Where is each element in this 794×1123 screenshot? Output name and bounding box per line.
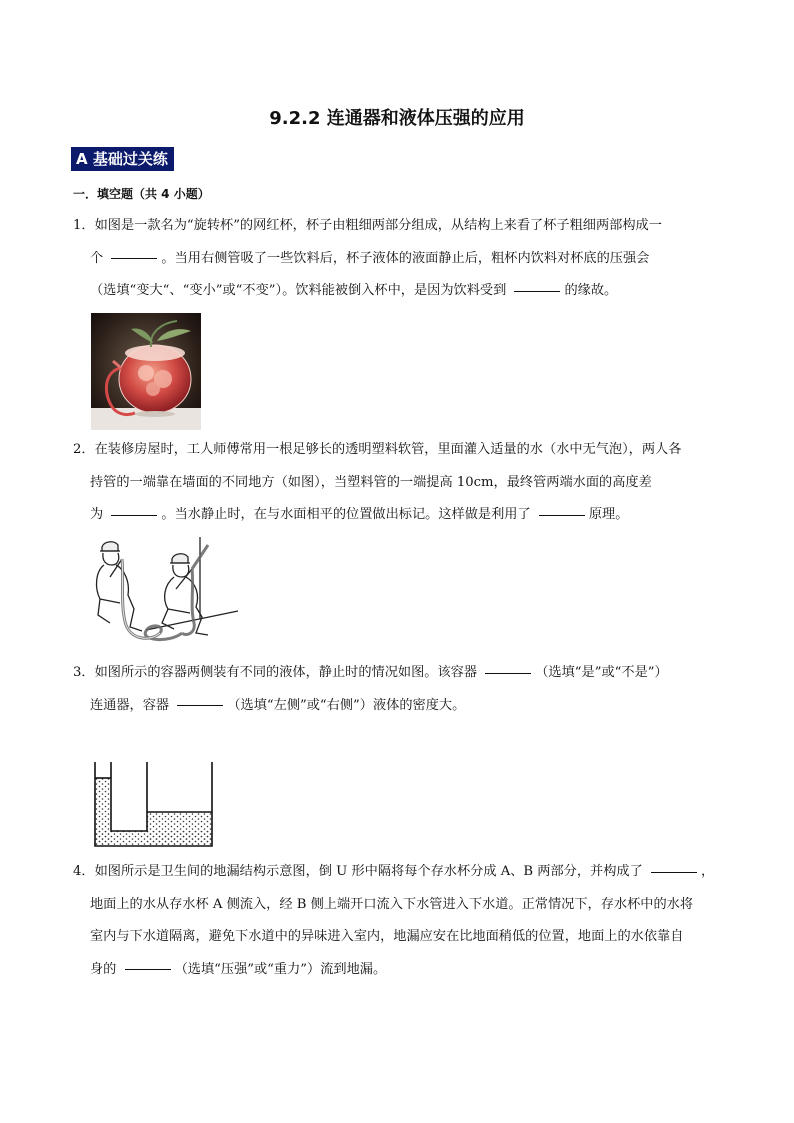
q4-line-3: 室内与下水道隔离，避免下水道中的异味进入室内，地漏应安在比地面稍低的位置，地面上的水依靠自 [90,929,684,944]
q3-line-1: 3．如图所示的容器两侧装有不同的液体，静止时的情况如图。该容器 （选填“是”或“不是”） [73,665,668,680]
rotating-cup-photo [91,313,201,430]
subsection-heading: 一．填空题（共 4 小题） [73,187,210,201]
question-3 [73,657,733,722]
answer-blank[interactable] [651,871,697,873]
page-title: 9.2.2 连通器和液体压强的应用 [269,108,525,129]
q4-line-4: 身的 （选填“压强”或“重力”）流到地漏。 [90,961,387,977]
q1-line-2: 个 。当用右侧管吸了一些饮料后，杯子液体的液面静止后，粗杯内饮料对杯底的压强会 [90,250,650,266]
question-4 [73,856,733,986]
answer-blank[interactable] [539,514,585,516]
q1-line-1: 1．如图是一款名为“旋转杯”的网红杯，杯子由粗细两部分组成，从结构上来看了杯子粗细两部构成一 [73,218,662,233]
q4-line-1: 4．如图所示是卫生间的地漏结构示意图，倒 U 形中隔将每个存水杯分成 A、B 两部分，并构成了 ， [73,864,715,879]
workers-hose-illustration [90,537,240,645]
answer-blank[interactable] [514,290,560,292]
q2-line-1: 2．在装修房屋时，工人师傅常用一根足够长的透明塑料软管，里面灌入适量的水（水中无气泡），两人各 [73,442,682,457]
answer-blank[interactable] [111,257,157,259]
answer-blank[interactable] [177,704,223,706]
answer-blank[interactable] [485,672,531,674]
question-1 [73,210,733,308]
question-2 [73,434,733,532]
q4-line-2: 地面上的水从存水杯 A 侧流入，经 B 侧上端开口流入下水管进入下水道。正常情况下，存水杯中的水将 [90,896,694,912]
q2-line-2: 持管的一端靠在墙面的不同地方（如图），当塑料管的一端提高 10cm，最终管两端水面的高度差 [90,474,652,490]
q2-line-3: 为 。当水静止时，在与水面相平的位置做出标记。这样做是利用了 原理。 [90,507,629,522]
two-liquid-container-diagram [92,760,216,850]
section-tag: A 基础过关练 [71,147,174,171]
answer-blank[interactable] [111,514,157,516]
q1-line-3: （选填“变大“、“变小”或“不变”）。饮料能被倒入杯中，是因为饮料受到 的缘故。 [90,283,618,298]
answer-blank[interactable] [125,968,171,970]
q3-line-2: 连通器，容器 （选填“左侧”或“右侧”）液体的密度大。 [90,697,466,713]
